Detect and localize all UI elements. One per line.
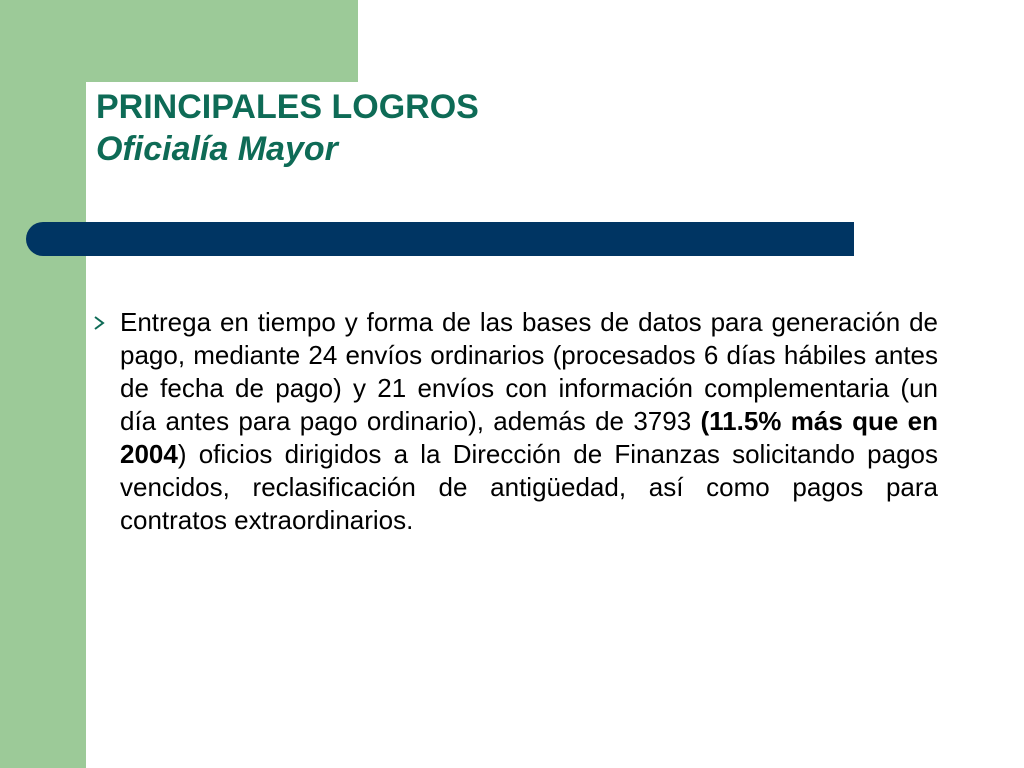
green-decor-left xyxy=(0,0,86,768)
slide-title xyxy=(96,86,479,170)
title-line-1: PRINCIPALES LOGROS xyxy=(96,88,479,126)
bullet-text xyxy=(120,306,938,537)
bullet-text-before: Entrega en tiempo y forma de las bases de datos para generación de pago, mediante 24 envíos ordinarios (procesados 6 días hábiles antes de fecha de pago) y 21 envíos con información complementaria (un día antes para pago ordinario), además de 3793 xyxy=(120,307,938,436)
bullet-text-bold: (11.5% más que en 2004 xyxy=(120,406,938,469)
chevron-right-icon xyxy=(92,306,120,330)
bullet-text-after: ) oficios dirigidos a la Dirección de Finanzas solicitando pagos vencidos, reclasificación de antigüedad, así como pagos para contratos extraordinarios. xyxy=(120,439,938,535)
title-line-2: Oficialía Mayor xyxy=(96,130,338,168)
bullet-item xyxy=(92,306,938,537)
divider-bar xyxy=(26,222,854,256)
slide-body xyxy=(92,306,938,537)
